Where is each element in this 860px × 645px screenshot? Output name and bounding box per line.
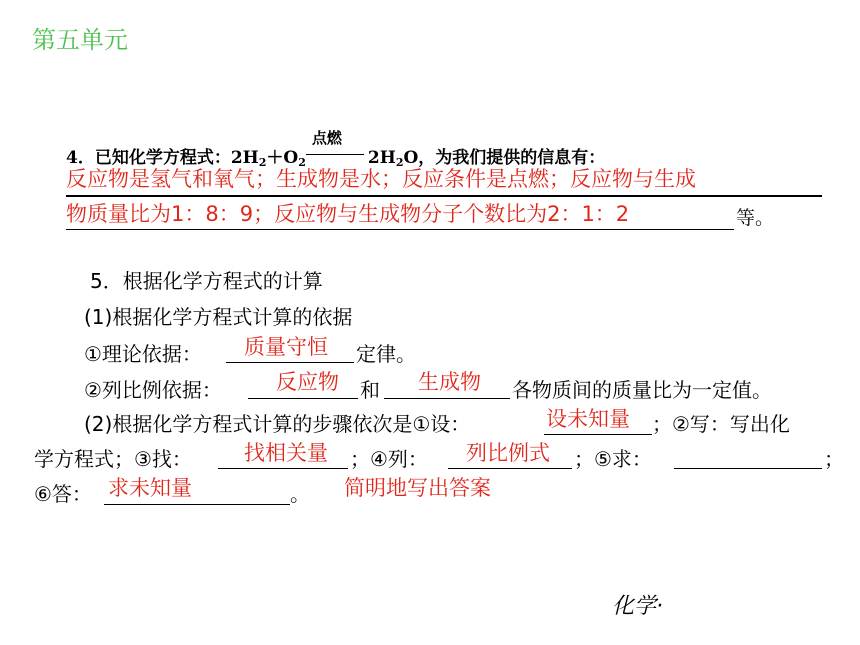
q4-answer-rule-1 <box>66 195 822 197</box>
item-1-blank <box>226 362 354 363</box>
q4-stem-prefix: 4．已知化学方程式：2H <box>66 148 259 168</box>
section-5-title: 5．根据化学方程式的计算 <box>90 269 323 293</box>
step-5-blank <box>674 468 822 469</box>
step-6-prefix: ⑥答： <box>34 482 92 506</box>
line-2-prefix: 学方程式；③找： <box>34 447 192 471</box>
reaction-condition-label: 点燃 <box>311 129 342 147</box>
step-1-blank <box>544 434 652 435</box>
q4-answer-line-2: 物质量比为1：8：9；反应物与生成物分子个数比为2：1：2 <box>66 202 630 226</box>
unit-title: 第五单元 <box>32 26 128 54</box>
q4-answer-rule-2 <box>66 229 734 230</box>
q4-sub-h2: 2 <box>258 155 267 169</box>
step-5-answer: 求未知量 <box>108 476 192 500</box>
reaction-condition <box>306 129 368 163</box>
step-1-answer: 设未知量 <box>546 407 630 431</box>
step-4-prefix: ；④列： <box>350 447 428 471</box>
q4-sub-h2o: 2 <box>395 155 404 169</box>
step-3-answer: 找相关量 <box>244 441 328 465</box>
q4-sub-o2: 2 <box>298 155 306 169</box>
step-5-prefix: ；⑤求： <box>574 447 652 471</box>
item-2-blank-1 <box>248 398 358 399</box>
question-4-stem <box>66 129 606 169</box>
footer-subject-label: 化学· <box>612 594 663 619</box>
item-1-prefix: ①理论依据： <box>84 342 202 366</box>
step-3-blank <box>218 468 348 469</box>
q4-answer-line-1: 反应物是氢气和氧气；生成物是水；反应条件是点燃；反应物与生成 <box>66 167 696 191</box>
step-2-text: ；②写：写出化 <box>652 412 790 436</box>
q4-stem-product: 2H <box>367 148 396 168</box>
step-5-end: ； <box>824 447 844 471</box>
step-6-tail: 。 <box>290 482 310 506</box>
q4-suffix: 等。 <box>736 207 775 229</box>
step-4-blank <box>448 468 572 469</box>
section-5-sub-2: (2)根据化学方程式计算的步骤依次是①设： <box>84 412 471 436</box>
step-4-answer: 列比例式 <box>466 441 550 465</box>
item-1-suffix: 定律。 <box>356 342 416 366</box>
item-2-answer-2: 生成物 <box>418 370 481 394</box>
q4-stem-plus: ＋O <box>266 148 299 168</box>
q4-stem-tail: O，为我们提供的信息有： <box>403 148 606 168</box>
step-6-blank <box>104 504 290 505</box>
section-5-sub-1: (1)根据化学方程式计算的依据 <box>84 305 353 329</box>
item-2-prefix: ②列比例依据： <box>84 378 222 402</box>
item-2-blank-2 <box>384 398 510 399</box>
reaction-arrow-line <box>306 154 364 155</box>
item-1-answer: 质量守恒 <box>244 335 328 359</box>
item-2-and: 和 <box>360 378 380 402</box>
item-2-suffix: 各物质间的质量比为一定值。 <box>512 378 772 402</box>
item-2-answer-1: 反应物 <box>276 370 339 394</box>
step-6-answer: 简明地写出答案 <box>344 476 491 500</box>
